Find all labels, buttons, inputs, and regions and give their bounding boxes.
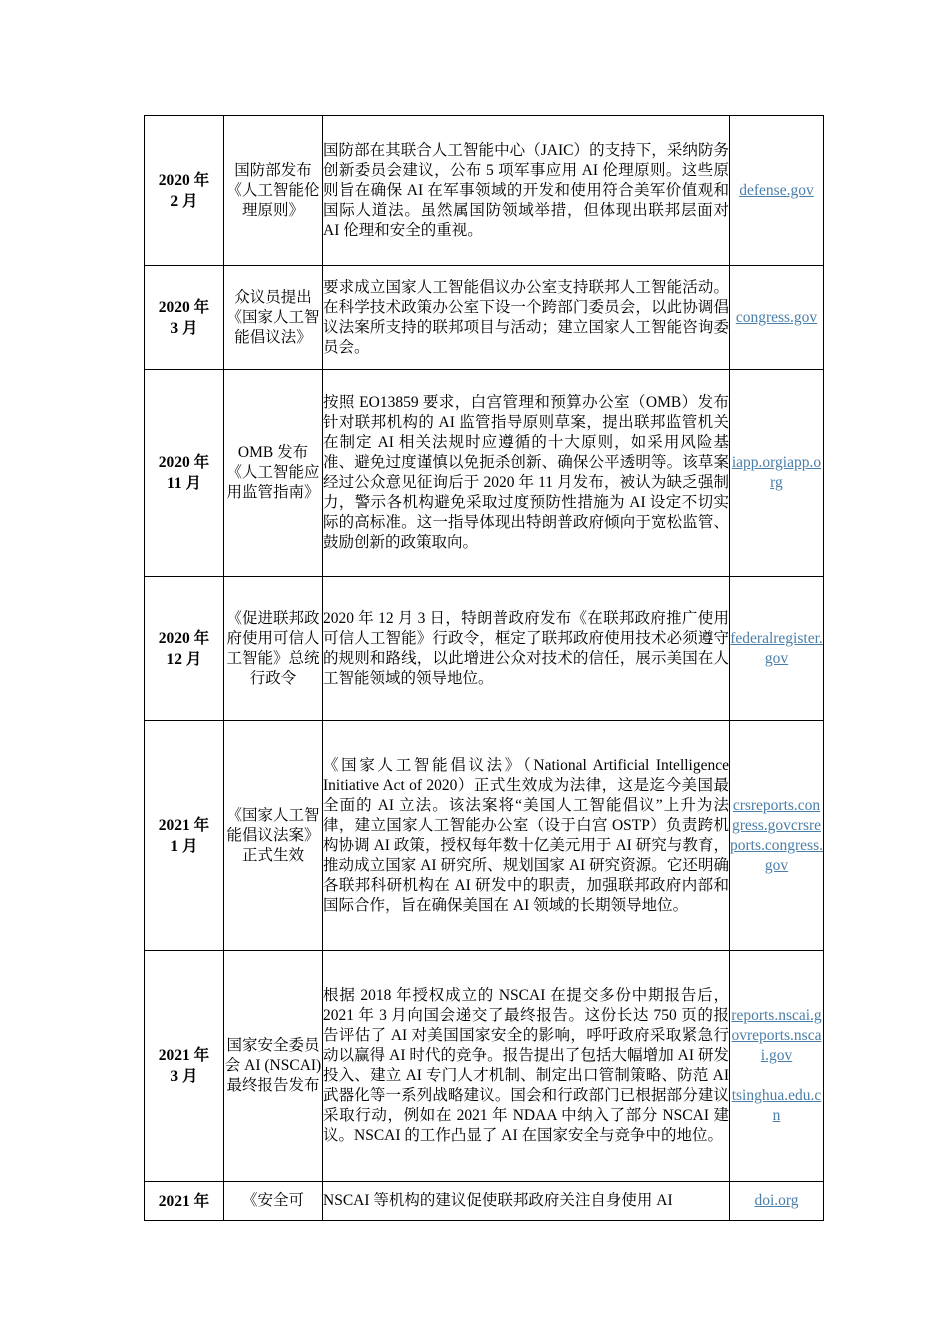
description-cell: 按照 EO13859 要求，白宫管理和预算办公室（OMB）发布针对联邦机构的 AI 监管指导原则草案，提出联邦监管机关在制定 AI 相关法规时应遵循的十大原则，如采用风险基准、避免过度谨慎以免扼杀创新、确保公平透明等。该草案经过公众意见征询后于 2020 年 11 月发布，被认为缺乏强制力，警示各机构避免采取过度预防性措施为 AI 设定不切实际的高标准。这一指导体现出特朗普政府倾向于宽松监管、鼓励创新的政策取向。 bbox=[323, 370, 730, 577]
date-cell: 2021 年 bbox=[145, 1182, 224, 1221]
event-cell: 《国家人工智能倡议法案》正式生效 bbox=[224, 721, 323, 951]
table-row bbox=[145, 1182, 824, 1221]
event-cell: 国防部发布《人工智能伦理原则》 bbox=[224, 116, 323, 266]
event-cell: 国家安全委员会 AI (NSCAI) 最终报告发布 bbox=[224, 951, 323, 1182]
table-row bbox=[145, 577, 824, 721]
date-cell: 2020 年 2 月 bbox=[145, 116, 224, 266]
source-link[interactable]: crsreports.congress.govcrsreports.congress.gov bbox=[730, 796, 823, 874]
event-cell: 众议员提出《国家人工智能倡议法》 bbox=[224, 266, 323, 370]
source-link[interactable]: doi.org bbox=[754, 1192, 799, 1209]
table-row bbox=[145, 266, 824, 370]
source-link[interactable]: tsinghua.edu.cn bbox=[731, 1087, 822, 1124]
source-cell bbox=[730, 951, 824, 1182]
date-cell: 2020 年 3 月 bbox=[145, 266, 224, 370]
source-cell bbox=[730, 116, 824, 266]
date-cell: 2020 年 12 月 bbox=[145, 577, 224, 721]
description-cell: 国防部在其联合人工智能中心（JAIC）的支持下，采纳防务创新委员会建议，公布 5 项军事应用 AI 伦理原则。这些原则旨在确保 AI 在军事领域的开发和使用符合美军价值观和国际人道法。虽然属国防领域举措，但体现出联邦层面对 AI 伦理和安全的重视。 bbox=[323, 116, 730, 266]
event-cell: 《安全可 bbox=[224, 1182, 323, 1221]
source-cell bbox=[730, 266, 824, 370]
table-row bbox=[145, 116, 824, 266]
source-cell bbox=[730, 1182, 824, 1221]
table-row bbox=[145, 951, 824, 1182]
source-cell bbox=[730, 577, 824, 721]
description-cell: 2020 年 12 月 3 日，特朗普政府发布《在联邦政府推广使用可信人工智能》行政令，框定了联邦政府使用技术必须遵守的规则和路线，以此增进公众对技术的信任，展示美国在人工智能领域的领导地位。 bbox=[323, 577, 730, 721]
description-cell: 根据 2018 年授权成立的 NSCAI 在提交多份中期报告后，2021 年 3 月向国会递交了最终报告。这份长达 750 页的报告评估了 AI 对美国国家安全的影响，呼吁政府采取紧急行动以赢得 AI 时代的竞争。报告提出了包括大幅增加 AI 研发投入、建立 AI 专门人才机制、制定出口管制策略、防范 AI 武器化等一系列战略建议。国会和行政部门已根据部分建议采取行动，例如在 2021 年 NDAA 中纳入了部分 NSCAI 建议。NSCAI 的工作凸显了 AI 在国家安全与竞争中的地位。 bbox=[323, 951, 730, 1182]
description-cell: 《国家人工智能倡议法》（National Artificial Intelligence Initiative Act of 2020）正式生效成为法律，这是迄今美国最全面的 AI 立法。该法案将“美国人工智能倡议”上升为法律，建立国家人工智能办公室（设于白宫 OSTP）负责跨机构协调 AI 政策，授权每年数十亿美元用于 AI 研究与教育，推动成立国家 AI 研究所、规划国家 AI 研究资源。它还明确各联邦科研机构在 AI 研发中的职责，加强联邦政府内部和国际合作，旨在确保美国在 AI 领域的长期领导地位。 bbox=[323, 721, 730, 951]
source-link[interactable]: iapp.orgiapp.org bbox=[731, 454, 822, 491]
source-cell bbox=[730, 370, 824, 577]
source-cell bbox=[730, 721, 824, 951]
date-cell: 2021 年 3 月 bbox=[145, 951, 224, 1182]
date-cell: 2021 年 1 月 bbox=[145, 721, 224, 951]
source-link[interactable]: congress.gov bbox=[735, 308, 818, 326]
event-cell: OMB 发布《人工智能应用监管指南》 bbox=[224, 370, 323, 577]
policy-timeline-table bbox=[144, 115, 824, 1221]
description-cell: NSCAI 等机构的建议促使联邦政府关注自身使用 AI bbox=[323, 1182, 730, 1221]
table-row bbox=[145, 370, 824, 577]
description-cell: 要求成立国家人工智能倡议办公室支持联邦人工智能活动。在科学技术政策办公室下设一个跨部门委员会，以此协调倡议法案所支持的联邦项目与活动；建立国家人工智能咨询委员会。 bbox=[323, 266, 730, 370]
source-link[interactable]: defense.gov bbox=[739, 181, 814, 199]
event-cell: 《促进联邦政府使用可信人工智能》总统行政令 bbox=[224, 577, 323, 721]
source-link[interactable]: reports.nscai.govreports.nscai.gov bbox=[731, 1007, 822, 1064]
source-link[interactable]: federalregister.gov bbox=[730, 629, 823, 667]
table-row bbox=[145, 721, 824, 951]
date-cell: 2020 年 11 月 bbox=[145, 370, 224, 577]
